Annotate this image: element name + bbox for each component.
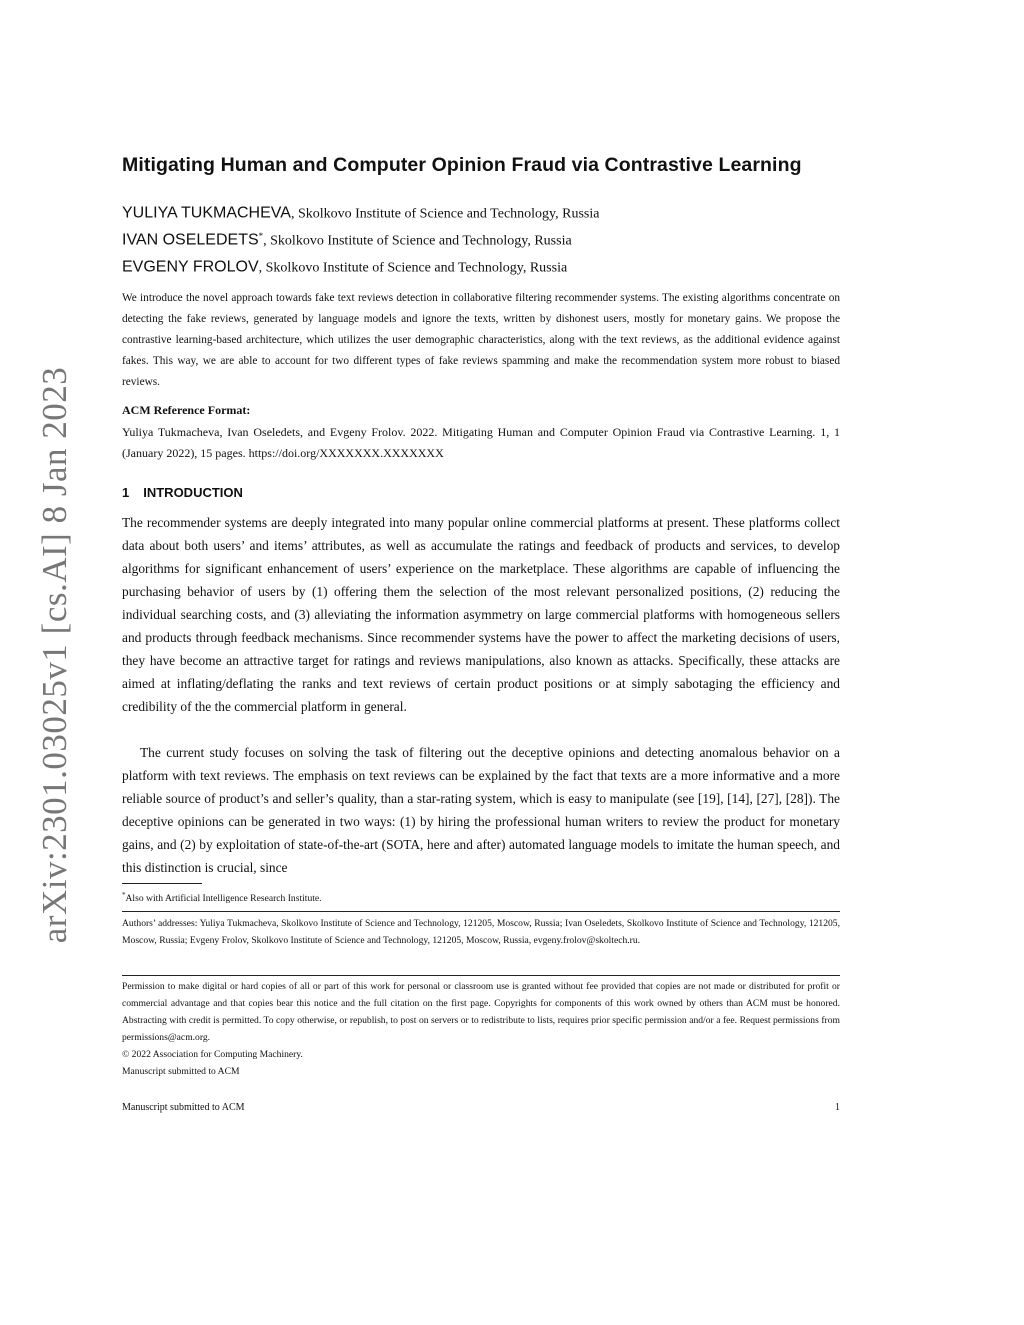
author-affiliation: , Skolkovo Institute of Science and Technology, Russia xyxy=(290,206,600,222)
footnote-text: Also with Artificial Intelligence Research Institute. xyxy=(125,893,322,905)
author-affiliation: , Skolkovo Institute of Science and Technology, Russia xyxy=(258,260,568,276)
author-line xyxy=(122,253,882,279)
acm-reference-text: Yuliya Tukmacheva, Ivan Oseledets, and Evgeny Frolov. 2022. Mitigating Human and Computer Opinion Fraud via Contrastive Learning. 1, 1 (January 2022), 15 pages. https://doi.org/XXXXXXX.XXXXXXX xyxy=(122,425,840,460)
section-heading xyxy=(122,485,243,500)
paper-title: Mitigating Human and Computer Opinion Fraud via Contrastive Learning xyxy=(122,154,802,176)
author-line xyxy=(122,226,882,252)
author-mark: * xyxy=(258,231,264,241)
footnote xyxy=(122,887,840,907)
footnote-mark: * xyxy=(122,891,126,899)
section-number: 1 xyxy=(122,485,130,500)
author-affiliation: , Skolkovo Institute of Science and Technology, Russia xyxy=(263,233,572,249)
author-name: YULIYA TUKMACHEVA xyxy=(122,204,291,222)
acm-reference-heading: ACM Reference Format: xyxy=(122,403,251,417)
section-title: INTRODUCTION xyxy=(143,485,243,500)
manuscript-note: Manuscript submitted to ACM xyxy=(122,1066,240,1077)
copyright-line: © 2022 Association for Computing Machinery. xyxy=(122,1049,303,1060)
body-paragraph: The recommender systems are deeply integrated into many popular online commercial platforms at present. These platforms collect data about both users’ and items’ attributes, as well as accumulate the ratings and feedback of products and services, to develop algorithms for significant enhancement of users’ experience on the marketplace. These algorithms are capable of influencing the purchasing behavior of users by (1) offering them the selection of the most relevant personalized positions, (2) reducing the individual searching costs, and (3) alleviating the information asymmetry on large commercial platforms with homogeneous sellers and products through feedback mechanisms. Since recommender systems have the power to affect the marketing decisions of users, they have become an attractive target for ratings and reviews manipulations, also known as attacks. Specifically, these attacks are aimed at inflating/deflating the ranks and text reviews of certain product positions or at simply sabotaging the efficiency and credibility of the the commercial platform in general. xyxy=(122,515,840,714)
body-paragraph: The current study focuses on solving the task of filtering out the deceptive opinions and detecting anomalous behavior on a platform with text reviews. The emphasis on text reviews can be explained by the fact that texts are a more informative and a more reliable source of product’s and seller’s quality, than a star-rating system, which is easy to manipulate (see [19], [14], [27], [28]). The deceptive opinions can be generated in two ways: (1) by hiring the professional human writers to review the product for monetary gains, and (2) by exploitation of state-of-the-art (SOTA, here and after) automated language models to imitate the human speech, and this distinction is crucial, since xyxy=(122,745,840,875)
page-number: 1 xyxy=(835,1102,840,1113)
authors-addresses: Authors’ addresses: Yuliya Tukmacheva, Skolkovo Institute of Science and Technology, 121205, Moscow, Russia; Ivan Oseledets, Skolkovo Institute of Science and Technology, 121205, Moscow, Russia; Evgeny Frolov, Skolkovo Institute of Science and Technology, 121205, Moscow, Russia, evgeny.frolov@skoltech.ru. xyxy=(122,918,840,946)
permission-notice: Permission to make digital or hard copies of all or part of this work for personal or classroom use is granted without fee provided that copies are not made or distributed for profit or commercial advantage and that copies bear this notice and the full citation on the first page. Copyrights for components of this work owned by others than ACM must be honored. Abstracting with credit is permitted. To copy otherwise, or republish, to post on servers or to redistribute to lists, requires prior specific permission and/or a fee. Request permissions from permissions@acm.org. xyxy=(122,981,840,1043)
abstract: We introduce the novel approach towards fake text reviews detection in collaborative filtering recommender systems. The existing algorithms concentrate on detecting the fake reviews, generated by language models and ignore the texts, written by dishonest users, mostly for monetary gains. We propose the contrastive learning-based architecture, which utilizes the user demographic characteristics, along with the text reviews, as the additional evidence against fakes. This way, we are able to account for two different types of fake reviews spamming and make the recommendation system more robust to biased reviews. xyxy=(122,292,840,388)
running-footer: Manuscript submitted to ACM xyxy=(122,1102,245,1113)
author-name: IVAN OSELEDETS xyxy=(122,231,259,249)
author-name: EVGENY FROLOV xyxy=(122,258,259,276)
author-line xyxy=(122,199,882,225)
footnote-rule xyxy=(122,883,202,884)
addresses-rule xyxy=(122,911,840,912)
arxiv-side-stamp: arXiv:2301.03025v1 [cs.AI] 8 Jan 2023 xyxy=(35,366,74,944)
permission-rule xyxy=(122,975,840,976)
